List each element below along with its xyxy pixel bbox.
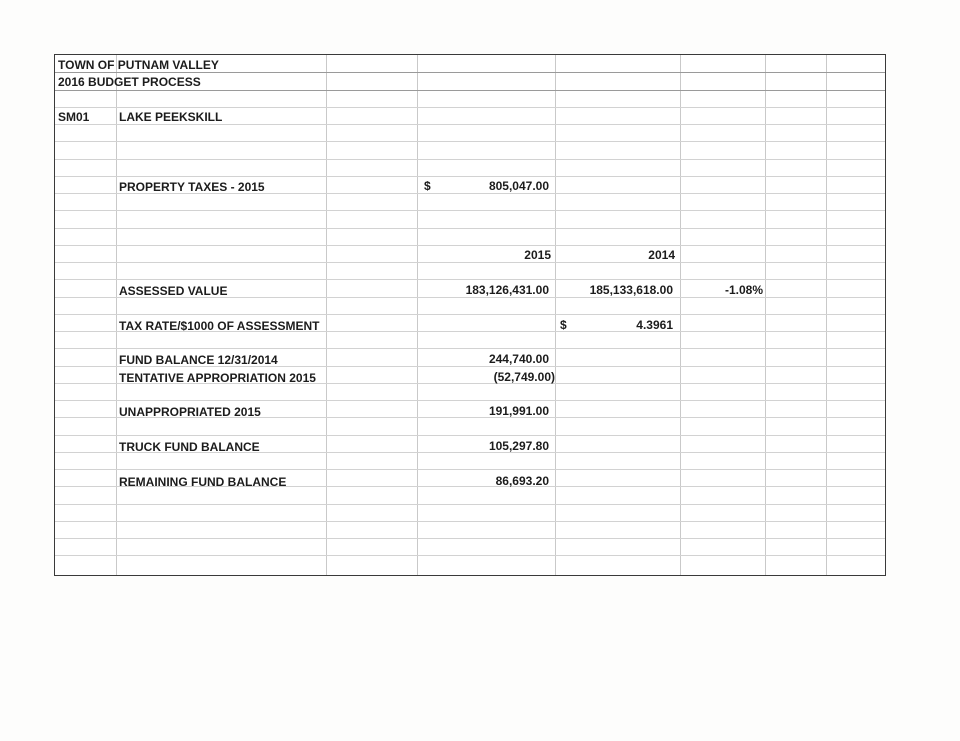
truck-fund-value: 105,297.80 — [488, 439, 549, 453]
row-divider — [55, 314, 885, 315]
row-divider — [55, 348, 885, 349]
column-divider — [765, 55, 766, 575]
row-divider — [55, 504, 885, 505]
row-divider — [55, 279, 885, 280]
row-divider — [55, 141, 885, 142]
tentative-appropriation-label: TENTATIVE APPROPRIATION 2015 — [119, 371, 316, 385]
row-divider — [55, 228, 885, 229]
assessed-value-prior: 185,133,618.00 — [589, 283, 673, 297]
district-name: LAKE PEEKSKILL — [119, 110, 223, 124]
unappropriated-value: 191,991.00 — [488, 404, 549, 418]
row-divider — [55, 469, 885, 470]
row-divider — [55, 521, 885, 522]
unappropriated-label: UNAPPROPRIATED 2015 — [119, 405, 261, 419]
tentative-appropriation-value: (52,749.00) — [493, 370, 555, 384]
tax-rate-label: TAX RATE/$1000 OF ASSESSMENT — [119, 319, 320, 333]
remaining-fund-label: REMAINING FUND BALANCE — [119, 475, 287, 489]
row-divider — [55, 555, 885, 556]
column-divider — [680, 55, 681, 575]
column-divider — [326, 55, 327, 575]
truck-fund-label: TRUCK FUND BALANCE — [119, 440, 260, 454]
year-current-header: 2015 — [524, 248, 551, 262]
tax-rate-currency: $ — [560, 318, 567, 332]
column-divider — [826, 55, 827, 575]
row-divider — [55, 538, 885, 539]
org-title: TOWN OF PUTNAM VALLEY — [58, 58, 219, 72]
row-divider — [55, 107, 885, 108]
row-divider — [55, 245, 885, 246]
fund-balance-label: FUND BALANCE 12/31/2014 — [119, 353, 278, 367]
fund-balance-value: 244,740.00 — [488, 352, 549, 366]
row-divider — [55, 210, 885, 211]
column-divider — [116, 55, 117, 575]
process-title: 2016 BUDGET PROCESS — [58, 75, 201, 89]
assessed-value-label: ASSESSED VALUE — [119, 284, 228, 298]
property-taxes-value: 805,047.00 — [488, 179, 549, 193]
budget-spreadsheet — [54, 54, 886, 576]
property-taxes-currency: $ — [424, 179, 431, 193]
column-divider — [417, 55, 418, 575]
remaining-fund-value: 86,693.20 — [495, 474, 549, 488]
assessed-value-change: -1.08% — [724, 283, 763, 297]
property-taxes-label: PROPERTY TAXES - 2015 — [119, 180, 265, 194]
row-divider — [55, 400, 885, 401]
district-code: SM01 — [58, 110, 90, 124]
tax-rate-value: 4.3961 — [636, 318, 673, 332]
row-divider — [55, 176, 885, 177]
row-divider — [55, 435, 885, 436]
column-divider — [555, 55, 556, 575]
year-prior-header: 2014 — [648, 248, 675, 262]
row-divider — [55, 159, 885, 160]
assessed-value-current: 183,126,431.00 — [465, 283, 549, 297]
